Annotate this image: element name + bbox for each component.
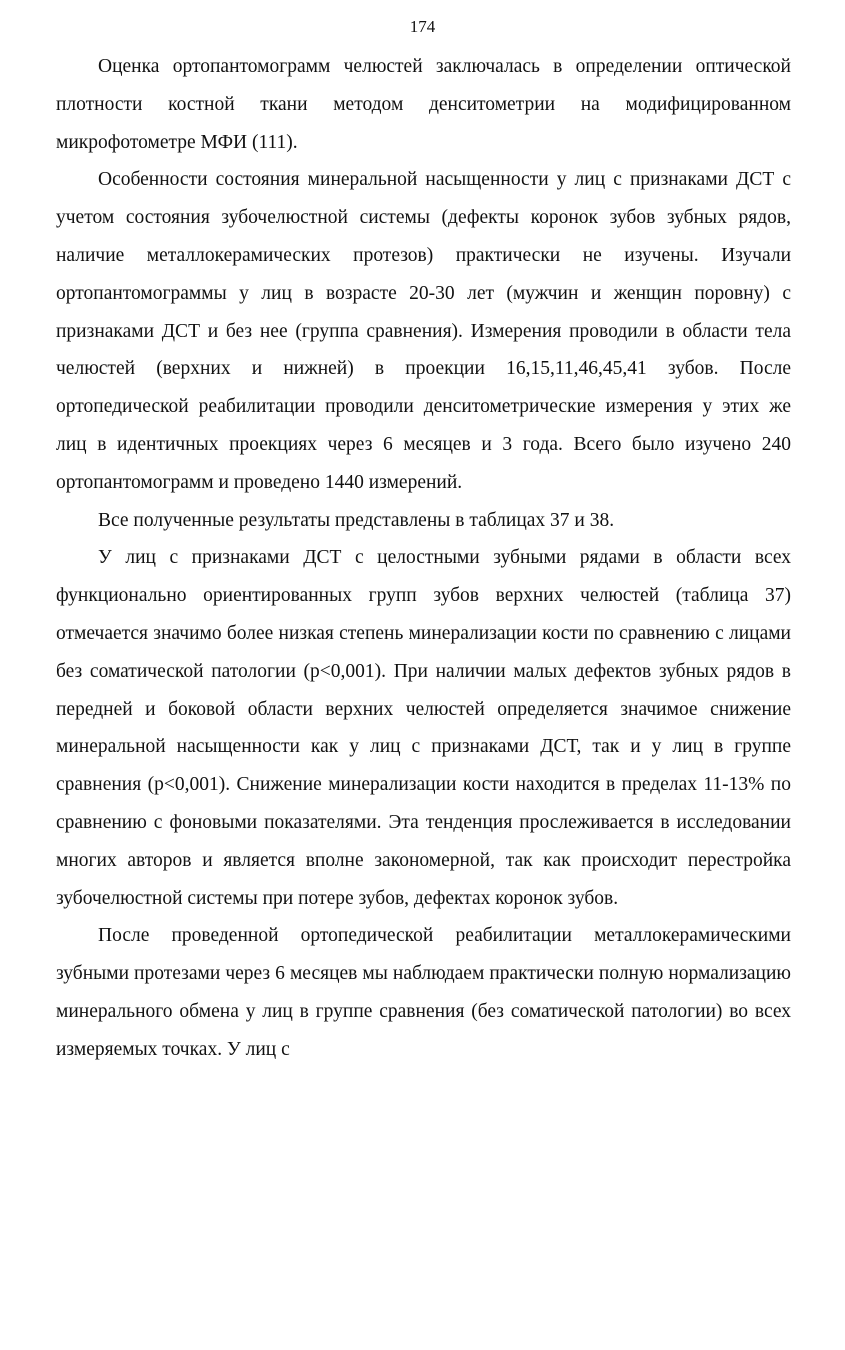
page-number: 174: [409, 17, 436, 36]
paragraph-5: После проведенной ортопедической реабилитации металлокерамическими зубными протезами через 6 месяцев мы наблюдаем практически полную нормализацию минерального обмена у лиц в группе сравнения (без соматической патологии) во всех измеряемых точках. У лиц с: [56, 925, 791, 1060]
paragraph-3: Все полученные результаты представлены в таблицах 37 и 38.: [98, 509, 615, 531]
body-text: [56, 48, 791, 1069]
paragraph-1: Оценка ортопантомограмм челюстей заключалась в определении оптической плотности костной ткани методом денситометрии на модифицированном микрофотометре МФИ (111).: [56, 56, 791, 153]
paragraph-4: У лиц с признаками ДСТ с целостными зубными рядами в области всех функционально ориентированных групп зубов верхних челюстей (таблица 37) отмечается значимо более низкая степень минерализации кости по сравнению с лицами без соматической патологии (p<0,001). При наличии малых дефектов зубных рядов в передней и боковой области верхних челюстей определяется значимое снижение минеральной насыщенности как у лиц с признаками ДСТ, так и у лиц в группе сравнения (p<0,001). Снижение минерализации кости находится в пределах 11-13% по сравнению с фоновыми показателями. Эта тенденция прослеживается в исследовании многих авторов и является вполне закономерной, так как происходит перестройка зубочелюстной системы при потере зубов, дефектах коронок зубов.: [56, 547, 791, 909]
paragraph-2: Особенности состояния минеральной насыщенности у лиц с признаками ДСТ с учетом состояния зубочелюстной системы (дефекты коронок зубов зубных рядов, наличие металлокерамических протезов) практически не изучены. Изучали ортопантомограммы у лиц в возрасте 20-30 лет (мужчин и женщин поровну) с признаками ДСТ и без нее (группа сравнения). Измерения проводили в области тела челюстей (верхних и нижней) в проекции 16,15,11,46,45,41 зубов. После ортопедической реабилитации проводили денситометрические измерения у этих же лиц в идентичных проекциях через 6 месяцев и 3 года. Всего было изучено 240 ортопантомограмм и проведено 1440 измерений.: [56, 169, 791, 493]
